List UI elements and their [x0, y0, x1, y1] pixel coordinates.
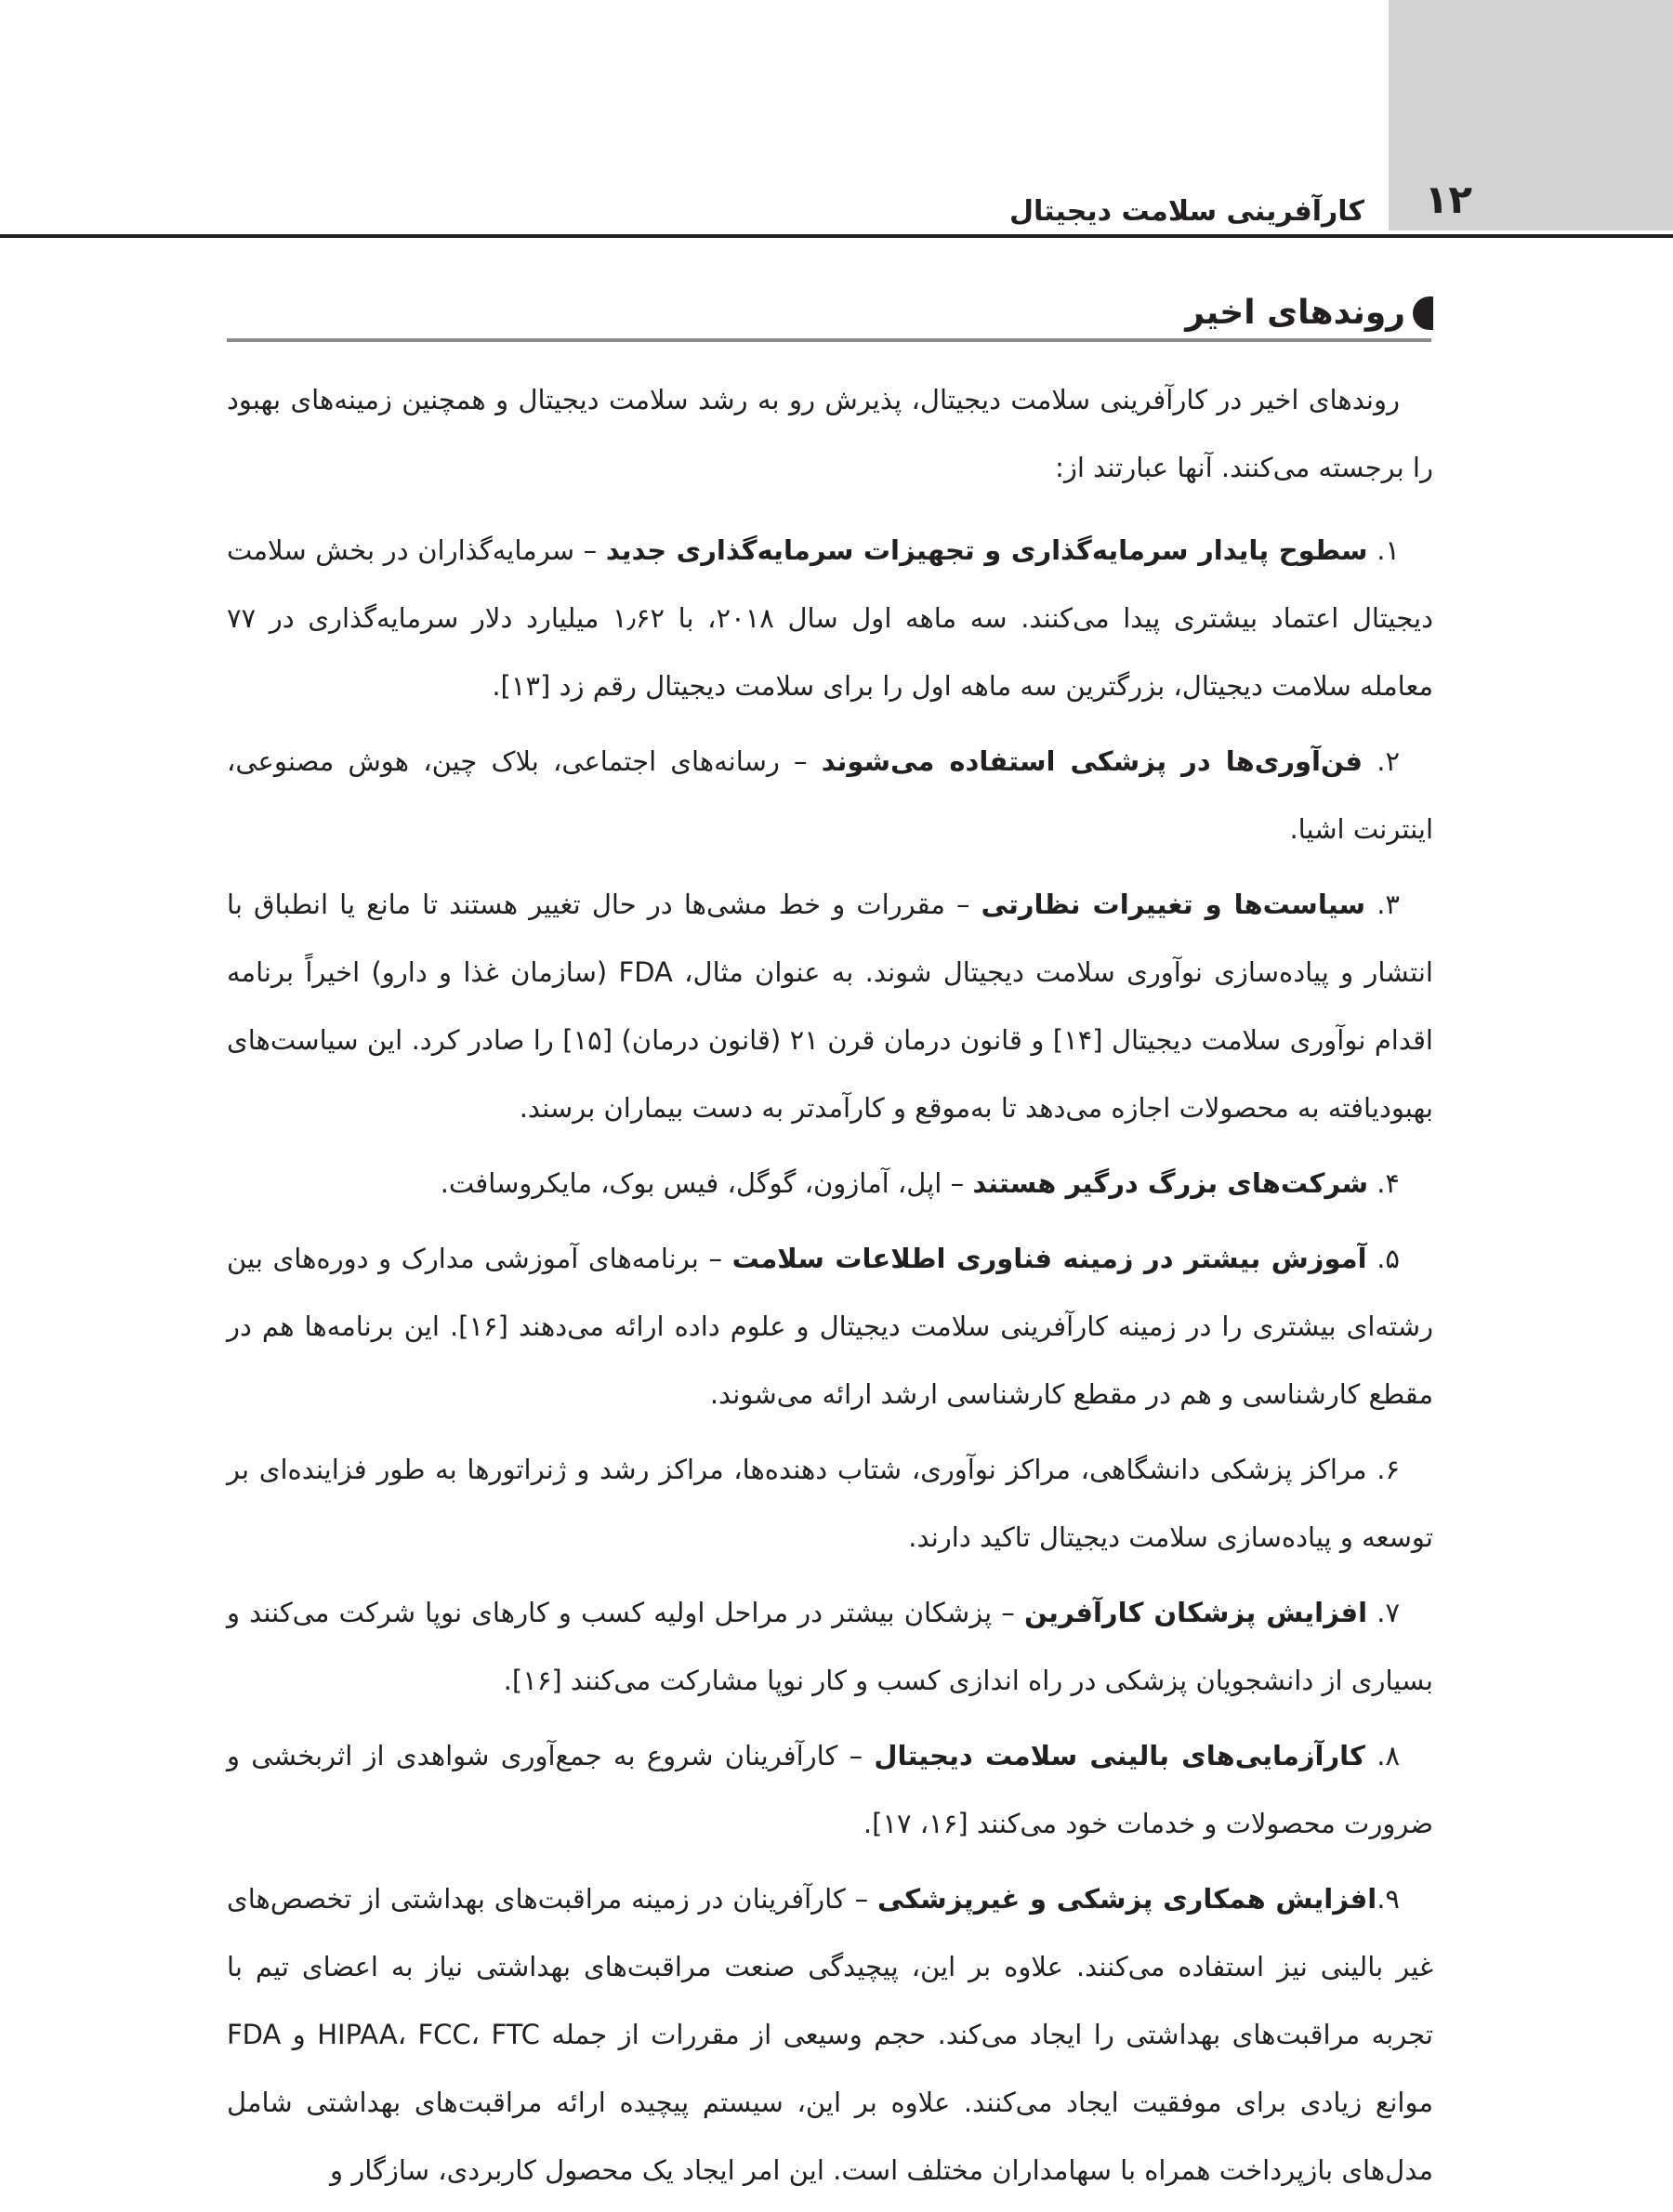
list-item	[227, 1225, 1433, 1429]
item-title: افزایش همکاری پزشکی و غیرپزشکی	[876, 1883, 1377, 1915]
list-item	[227, 1722, 1433, 1858]
section-heading	[1185, 294, 1433, 332]
item-number: ۲.	[1363, 745, 1401, 777]
item-text: – کارآفرینان شروع به جمع‌آوری شواهدی از اثربخشی و ضرورت محصولات و خدمات خود می‌کنند [۱۶، ۱۷].	[227, 1740, 1433, 1839]
item-title: سطوح پایدار سرمایه‌گذاری و تجهیزات سرمایه‌گذاری جدید	[605, 534, 1368, 566]
item-text: – سرمایه‌گذاران در بخش سلامت دیجیتال اعتماد بیشتری پیدا می‌کنند. سه ماهه اول سال ۲۰۱۸، با ۱٫۶۲ میلیارد دلار سرمایه‌گذاری در ۷۷ معامله سلامت دیجیتال، بزرگترین سه ماهه اول را برای سلامت دیجیتال رقم زد [۱۳].	[227, 534, 1433, 702]
item-title: آموزش بیشتر در زمینه فناوری اطلاعات سلامت	[731, 1243, 1367, 1274]
item-number: ۳.	[1365, 889, 1400, 920]
item-number: ۴.	[1367, 1167, 1400, 1199]
item-number: ۸.	[1364, 1740, 1401, 1771]
item-text: – پزشکان بیشتر در مراحل اولیه کسب و کارهای نوپا شرکت می‌کنند و بسیاری از دانشجویان پزشکی در راه اندازی کسب و کار نوپا مشارکت می‌کنند [۱۶].	[227, 1597, 1433, 1696]
item-number: ۵.	[1366, 1243, 1400, 1274]
item-text: – کارآفرینان در زمینه مراقبت‌های بهداشتی از تخصص‌های غیر بالینی نیز استفاده می‌کنند. علاوه بر این، پیچیدگی صنعت مراقبت‌های بهداشتی نیاز به اعضای تیم با تجربه مراقبت‌های بهداشتی را ایجاد می‌کند. حجم وسیعی از مقررات از جمله HIPAA، FCC، FTC و FDA موانع زیادی برای موفقیت ایجاد می‌کنند. علاوه بر این، سیستم پیچیده ارائه مراقبت‌های بهداشتی شامل مدل‌های بازپرداخت همراه با سهامداران مختلف است. این امر ایجاد یک محصول کاربردی، سازگار و	[227, 1883, 1433, 2186]
item-text: – برنامه‌های آموزشی مدارک و دوره‌های بین رشته‌ای بیشتری را در زمینه کارآفرینی سلامت دیجیتال و علوم داده ارائه می‌دهند [۱۶]. این برنامه‌ها هم در مقطع کارشناسی و هم در مقطع کارشناسی ارشد ارائه می‌شوند.	[227, 1243, 1433, 1410]
heading-marker-icon	[1413, 296, 1433, 330]
item-text: – رسانه‌های اجتماعی، بلاک چین، هوش مصنوعی، اینترنت اشیا.	[227, 745, 1433, 845]
item-number: ۷.	[1367, 1597, 1401, 1628]
list-item	[227, 1865, 1433, 2205]
header-rule	[0, 234, 1673, 238]
list-item	[227, 517, 1433, 720]
list-item	[227, 1436, 1433, 1572]
item-title: سیاست‌ها و تغییرات نظارتی	[981, 889, 1366, 920]
item-number: ۹.	[1377, 1883, 1400, 1915]
list-item	[227, 871, 1433, 1142]
body-text	[227, 366, 1433, 2212]
item-number: ۶.	[1366, 1454, 1401, 1485]
item-title: شرکت‌های بزرگ درگیر هستند	[972, 1167, 1368, 1199]
section-title: روندهای اخیر	[1185, 294, 1405, 332]
item-title: فن‌آوری‌ها در پزشکی استفاده می‌شوند	[821, 745, 1363, 777]
running-title: کارآفرینی سلامت دیجیتال	[1008, 195, 1364, 228]
item-number: ۱.	[1367, 534, 1400, 566]
intro-paragraph: روندهای اخیر در کارآفرینی سلامت دیجیتال، پذیرش رو به رشد سلامت دیجیتال و همچنین زمینه‌های بهبود را برجسته می‌کنند. آنها عبارتند از:	[227, 384, 1433, 483]
list-item	[227, 728, 1433, 863]
item-title: کارآزمایی‌های بالینی سلامت دیجیتال	[874, 1740, 1365, 1771]
item-title: افزایش پزشکان کارآفرین	[1023, 1597, 1368, 1628]
heading-rule	[227, 338, 1431, 342]
list-item	[227, 1150, 1433, 1218]
item-text: – مقررات و خط مشی‌ها در حال تغییر هستند تا مانع یا انطباق با انتشار و پیاده‌سازی نوآوری سلامت دیجیتال شوند. به عنوان مثال، FDA (سازمان غذا و دارو) اخیراً برنامه اقدام نوآوری سلامت دیجیتال [۱۴] و قانون درمان قرن ۲۱ (قانون درمان) [۱۵] را صادر کرد. این سیاست‌های بهبودیافته به محصولات اجازه می‌دهد تا به‌موقع و کارآمدتر به دست بیماران برسند.	[227, 889, 1433, 1124]
list-item	[227, 1579, 1433, 1715]
page-number: ۱۲	[1424, 177, 1472, 222]
item-text: مراکز پزشکی دانشگاهی، مراکز نوآوری، شتاب دهنده‌ها، مراکز رشد و ژنراتورها به طور فزاینده‌ای بر توسعه و پیاده‌سازی سلامت دیجیتال تاکید دارند.	[227, 1454, 1433, 1553]
item-text: – اپل، آمازون، گوگل، فیس بوک، مایکروسافت.	[440, 1167, 973, 1199]
